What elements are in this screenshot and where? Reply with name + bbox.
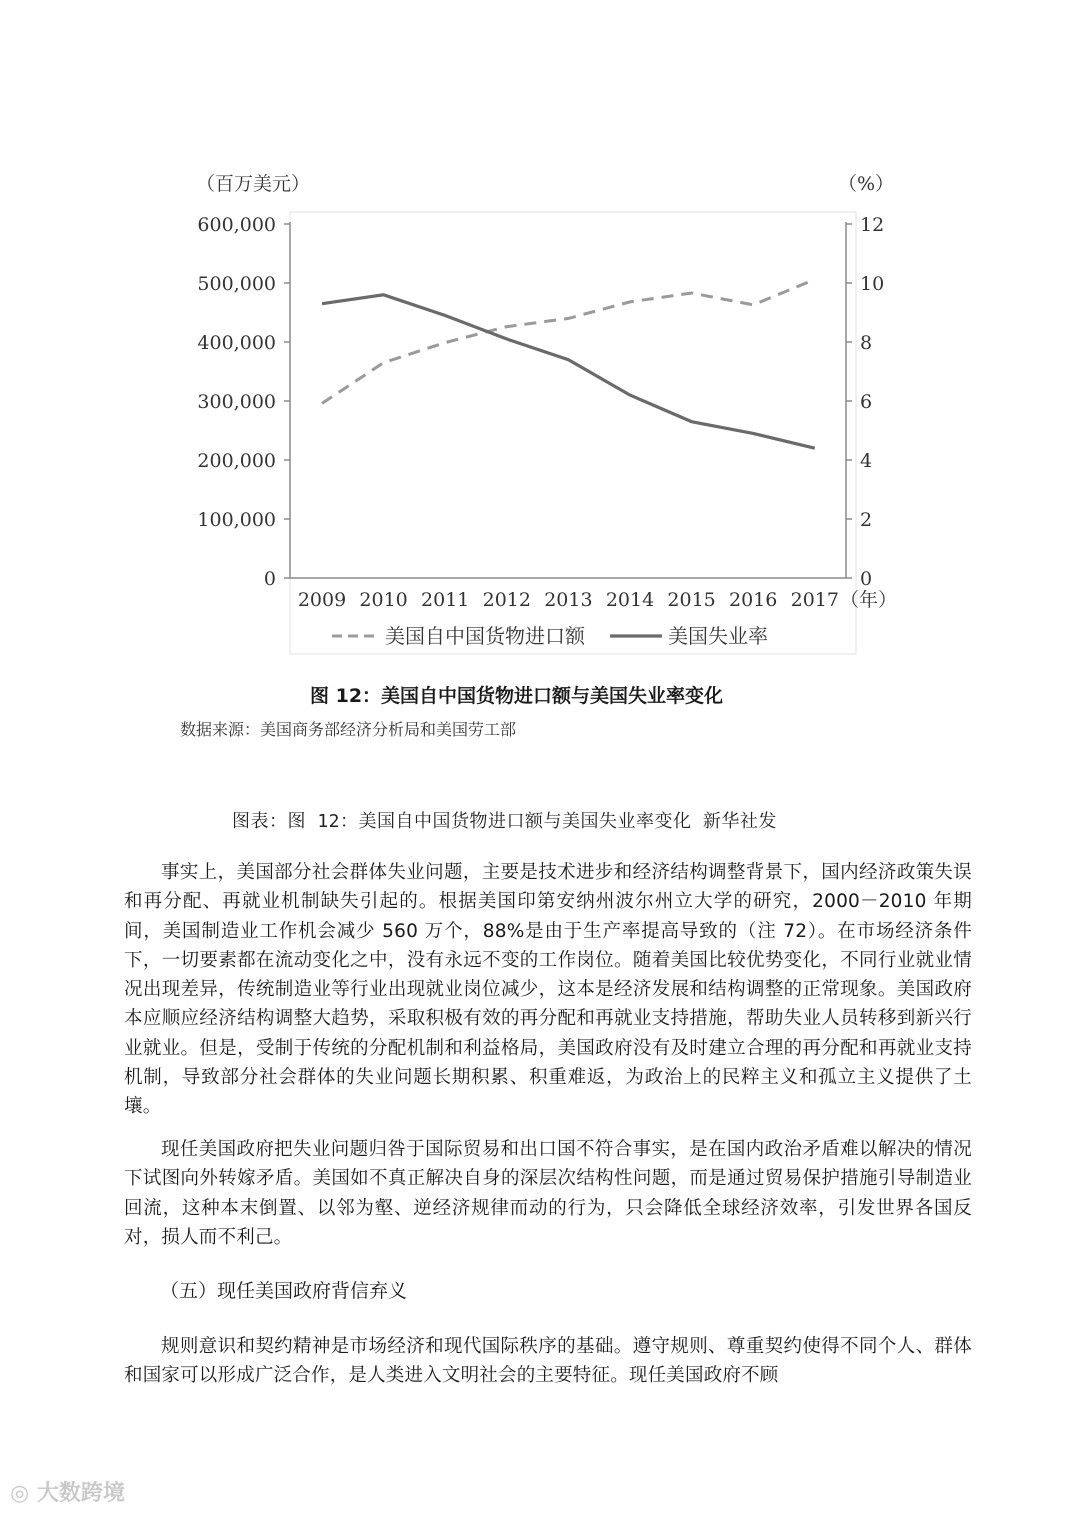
right-tick-label: 2 — [860, 509, 873, 531]
paragraph-3: 规则意识和契约精神是市场经济和现代国际秩序的基础。遵守规则、尊重契约使得不同个人、群体和国家可以形成广泛合作，是人类进入文明社会的主要特征。现任美国政府不顾 — [124, 1336, 972, 1387]
x-tick-label: 2016 — [729, 589, 778, 611]
x-tick-label: 2015 — [667, 589, 716, 611]
watermark-logo-icon: ◎ — [10, 1481, 37, 1506]
dual-axis-line-chart — [0, 0, 1080, 670]
paragraph-1: 事实上，美国部分社会群体失业问题，主要是技术进步和经济结构调整背景下，国内经济政策失误和再分配、再就业机制缺失引起的。根据美国印第安纳州波尔州立大学的研究，2000－2010 年期间，美国制造业工作机会减少 560 万个，88%是由于生产率提高导致的（注 72）。在市场经济条件下，一切要素都在流动变化之中，没有永远不变的工作岗位。随着美国比较优势变化，不同行业就业情况出现差异，传统制造业等行业出现就业岗位减少，这本是经济发展和结构调整的正常现象。美国政府本应顺应经济结构调整大趋势，采取积极有效的再分配和再就业支持措施，帮助失业人员转移到新兴行业就业。但是，受制于传统的分配机制和利益格局，美国政府没有及时建立合理的再分配和再就业支持机制，导致部分社会群体的失业问题长期积累、积重难返，为政治上的民粹主义和孤立主义提供了土壤。 — [124, 862, 972, 1118]
left-axis-unit: （百万美元） — [196, 173, 311, 195]
right-tick-label: 6 — [860, 391, 873, 413]
x-tick-label: 2013 — [544, 589, 593, 611]
figure-source: 数据来源：美国商务部经济分析局和美国劳工部 — [180, 720, 517, 739]
right-axis-unit: （%） — [838, 173, 895, 195]
x-tick-label: 2009 — [297, 589, 347, 611]
left-tick-label: 600,000 — [197, 214, 276, 236]
x-tick-label: 2012 — [482, 589, 531, 611]
watermark-text: 大数跨境 — [36, 1481, 125, 1506]
legend — [332, 624, 768, 648]
x-tick-label: 2017 — [790, 589, 839, 611]
x-axis-unit: （年） — [840, 589, 898, 611]
left-axis-ticks — [197, 214, 290, 590]
right-tick-label: 0 — [860, 568, 873, 590]
legend-label-import: 美国自中国货物进口额 — [385, 624, 585, 648]
paragraph-2: 现任美国政府把失业问题归咎于国际贸易和出口国不符合事实，是在国内政治矛盾难以解决的情况下试图向外转嫁矛盾。美国如不真正解决自身的深层次结构性问题，而是通过贸易保护措施引导制造业回流，这种本末倒置、以邻为壑、逆经济规律而动的行为，只会降低全球经济效率，引发世界各国反对，损人而不利己。 — [124, 1139, 972, 1248]
left-tick-label: 500,000 — [197, 273, 276, 295]
right-tick-label: 10 — [860, 273, 885, 295]
section-heading: （五）现任美国政府背信弃义 — [160, 1280, 408, 1302]
legend-label-unemployment: 美国失业率 — [668, 624, 768, 648]
chart-frame — [290, 212, 856, 654]
left-tick-label: 0 — [263, 568, 276, 590]
left-tick-label: 200,000 — [197, 450, 276, 472]
right-tick-label: 12 — [860, 214, 885, 236]
left-tick-label: 300,000 — [197, 391, 276, 413]
left-tick-label: 400,000 — [197, 332, 276, 354]
x-tick-label: 2014 — [605, 589, 655, 611]
right-tick-label: 8 — [860, 332, 873, 354]
x-tick-label: 2011 — [421, 589, 470, 611]
figure-title: 图 12：美国自中国货物进口额与美国失业率变化 — [310, 685, 724, 707]
right-tick-label: 4 — [860, 450, 873, 472]
left-tick-label: 100,000 — [197, 509, 276, 531]
x-axis-ticks — [298, 589, 839, 611]
x-tick-label: 2010 — [359, 589, 408, 611]
watermark — [10, 1476, 125, 1507]
image-caption: 图表：图 12：美国自中国货物进口额与美国失业率变化 新华社发 — [232, 811, 777, 832]
